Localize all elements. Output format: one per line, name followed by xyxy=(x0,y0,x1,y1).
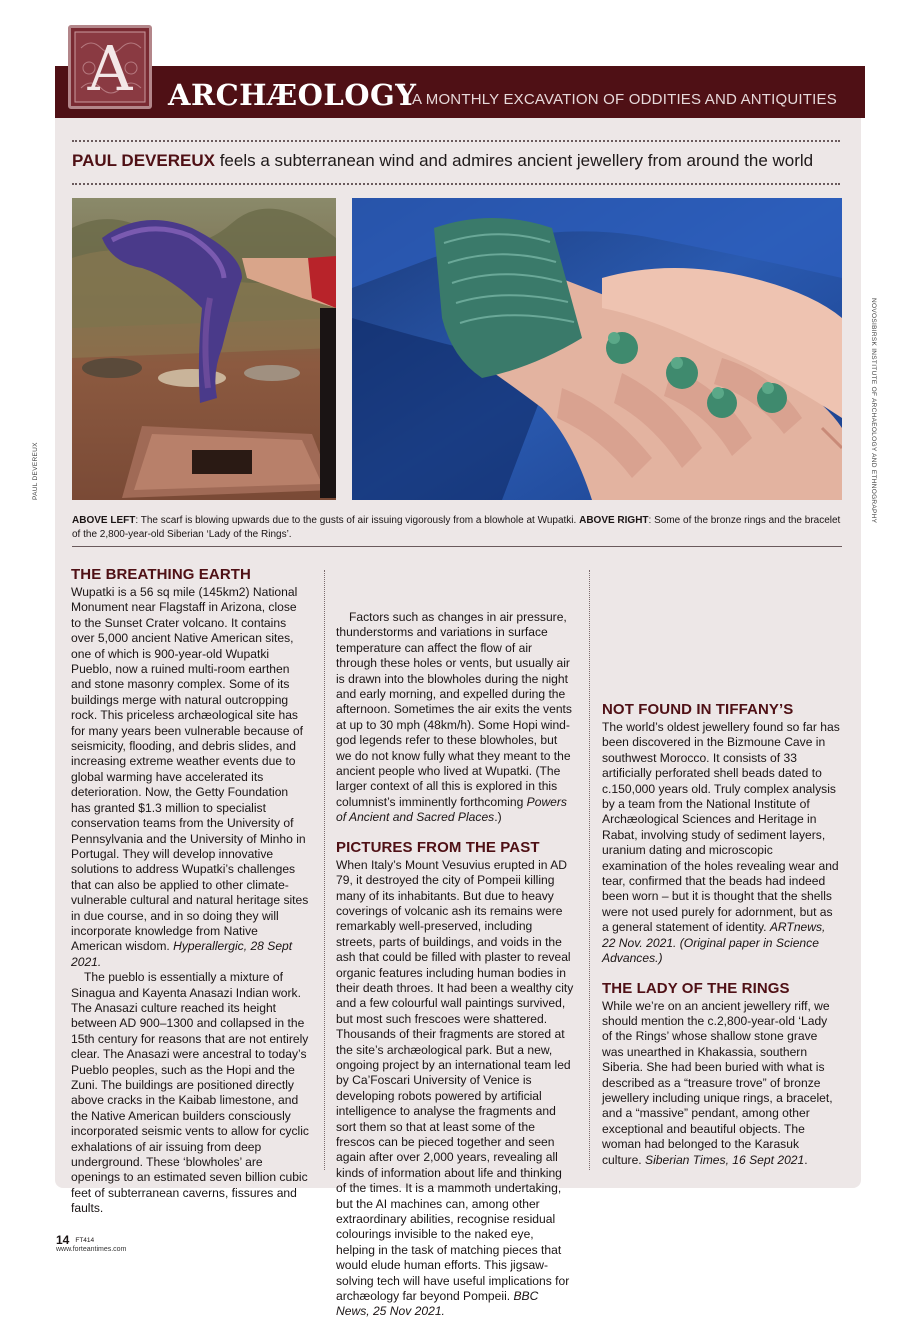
left-photo-credit: PAUL DEVEREUX xyxy=(32,442,39,500)
right-photo-credit: NOVOSIBIRSK INSTITUTE OF ARCHAEOLOGY AND ETHNOGRAPHY xyxy=(870,298,877,524)
issue-number: FT414 xyxy=(75,1237,95,1244)
section-logo xyxy=(68,25,152,109)
breathing-earth-paragraph-2: The pueblo is essentially a mixture of Sinagua and Kayenta Anasazi Indian work. The Anasazi culture reached its height between AD 900–1300 and collapsed in the 15th century for reasons that are not entirely clear. The Anasazi were ancestral to today’s Pueblo peoples, such as the Hopi and the Zuni. The buildings are positioned directly above cracks in the Kaibab limestone, and the Native American builders consciously incorporated seismic vents to allow for cyclic exhalations of air issuing from deep underground. These ‘blowholes’ are openings to an estimated seven billion cubic feet of subterranean caverns, fissures and faults. xyxy=(71,970,309,1216)
caption-right-text: : Some of the bronze rings and the bracelet of the 2,800-year-old Siberian ‘Lady of the Rings’. xyxy=(72,515,841,540)
standfirst xyxy=(72,151,852,171)
caption-left-text: : The scarf is blowing upwards due to the gusts of air issuing vigorously from a blowhole at Wupatki. xyxy=(135,515,580,526)
photo-caption xyxy=(72,514,842,542)
standfirst-text: feels a subterranean wind and admires ancient jewellery from around the world xyxy=(214,151,814,170)
section-tagline: A MONTHLY EXCAVATION OF ODDITIES AND ANTIQUITIES xyxy=(412,91,837,108)
article-column-1 xyxy=(71,566,309,1217)
breathing-earth-paragraph-1: Wupatki is a 56 sq mile (145km2) National Monument near Flagstaff in Arizona, close to the Sunset Crater volcano. It contains over 5,000 ancient Native American sites, one of which is 900-year-old Wupatki Pueblo, now a ruined multi-room earthen and stone masonry complex. Some of its buildings merge with natural outcropping rock. This priceless archæological site has for many years been vulnerable because of seismicity, flooding, and debris slides, and increasing extreme weather events due to global warming have accelerated its deterioration. Now, the Getty Foundation has granted $1.3 million to specialist conservation teams from the University of Pennsylvania and the University of Minho in Portugal. They will develop innovative solutions to address Wupatki’s challenges that can also be applied to other climate-vulnerable cultural and natural heritage sites in due course, and in so doing they will incorporate knowledge from Native American wisdom. Hyperallergic, 28 Sept 2021. xyxy=(71,585,309,969)
website-url: www.forteantimes.com xyxy=(56,1246,127,1253)
author-name: PAUL DEVEREUX xyxy=(72,151,215,170)
page-number: 14 xyxy=(56,1233,70,1247)
section-title: ARCHÆOLOGY xyxy=(168,78,417,112)
heading-breathing-earth: THE BREATHING EARTH xyxy=(71,566,251,583)
article-column-3 xyxy=(602,701,840,1168)
column-rule-1 xyxy=(324,570,325,1170)
logo-letter: A xyxy=(87,32,133,105)
caption-right-label: ABOVE RIGHT xyxy=(579,515,649,526)
source-bbc: BBC News, 25 Nov 2021. xyxy=(336,1289,539,1319)
source-artnews: ARTnews, 22 Nov. 2021. (Original paper in Science Advances.) xyxy=(602,920,826,966)
book-title: Powers of Ancient and Sacred Places xyxy=(336,794,567,825)
source-siberian-times: Siberian Times, 16 Sept 2021 xyxy=(645,1152,805,1167)
heading-pictures-past: PICTURES FROM THE PAST xyxy=(336,838,540,856)
lady-rings-paragraph-1: While we’re on an ancient jewellery riff, we should mention the c.2,800-year-old ‘Lady of the Rings’ whose shallow stone grave was unearthed in Khakassia, southern Siberia. She had been buried with what is described as a “treasure trove” of bronze jewellery including unique rings, a bracelet, and a “massive” pendant, among other exceptional and beautiful objects. The woman had belonged to the Karasuk culture. Siberian Times, 16 Sept 2021. xyxy=(602,998,833,1167)
page-folio xyxy=(56,1233,94,1247)
pictures-past-paragraph-1: When Italy’s Mount Vesuvius erupted in AD 79, it destroyed the city of Pompeii killing many of its inhabitants. But due to heavy coverings of volcanic ash its remains were remarkably well-preserved, including streets, parts of buildings, and voids in the ash that could be filled with plaster to reveal organic features including human bodies in their death throes. It had been a wealthy city and a few colourful wall paintings survived, but most such frescoes were shattered. Thousands of their fragments are stored at the site’s archæological park. But a new, ongoing project by an international team led by Ca’Foscari University of Venice is developing robots powered by artificial intelligence to analyse the fragments and sort them so that at least some of the frescos can be pieced together and seen again after over 2,000 years, revealing all kinds of information about life and thinking of the times. It is a mammoth undertaking, but the AI machines can, among other extraordinary abilities, recognise residual colourings invisible to the naked eye, helping in the task of matching pieces that would elude human efforts. This jigsaw-solving tech will have useful implications for archæology far beyond Pompeii. BBC News, 25 Nov 2021. xyxy=(336,857,574,1319)
heading-tiffanys: NOT FOUND IN TIFFANY’S xyxy=(602,701,794,718)
top-dotted-rule xyxy=(72,140,840,142)
breathing-earth-paragraph-3: Factors such as changes in air pressure, thunderstorms and variations in surface temperature can affect the flow of air through these holes or vents, but usually air is drawn into the blowholes during the night and early morning, and expelled during the afternoon. Sometimes the air exits the vents at up to 30 mph (48km/h). Some Hopi wind-god legends refer to these blowholes, but we do not know fully what they meant to the ancient people who lived at Wupatki. (The larger context of all this is explored in this columnist’s imminently forthcoming Powers of Ancient and Sacred Places.) xyxy=(336,610,572,825)
source-hyperallergic: Hyperallergic, 28 Sept 2021. xyxy=(71,939,293,969)
photo-bronze-rings xyxy=(352,198,842,500)
article-column-2 xyxy=(336,610,574,1320)
bottom-dotted-rule xyxy=(72,183,840,185)
caption-left-label: ABOVE LEFT xyxy=(72,515,136,526)
ornate-letter-icon xyxy=(71,28,149,106)
column-rule-2 xyxy=(589,570,590,1170)
tiffanys-paragraph-1: The world’s oldest jewellery found so far has been discovered in the Bizmoune Cave in southwest Morocco. It consists of 33 artificially perforated shell beads dated to c.150,000 years old. Truly complex analysis by a team from the National Institute of Archæological Sciences and Heritage in Rabat, involving study of sediment layers, uranium dating and microscopic examination of the holes revealing wear and tear, confirmed that the beads had indeed been worn – but it is thought that the shells were not used purely for adornment, but as a general statement of identity. ARTnews, 22 Nov. 2021. (Original paper in Science Advances.) xyxy=(602,720,840,966)
photo-wupatki-blowhole xyxy=(72,198,336,500)
caption-rule xyxy=(72,546,842,547)
heading-lady-rings: THE LADY OF THE RINGS xyxy=(602,979,790,997)
